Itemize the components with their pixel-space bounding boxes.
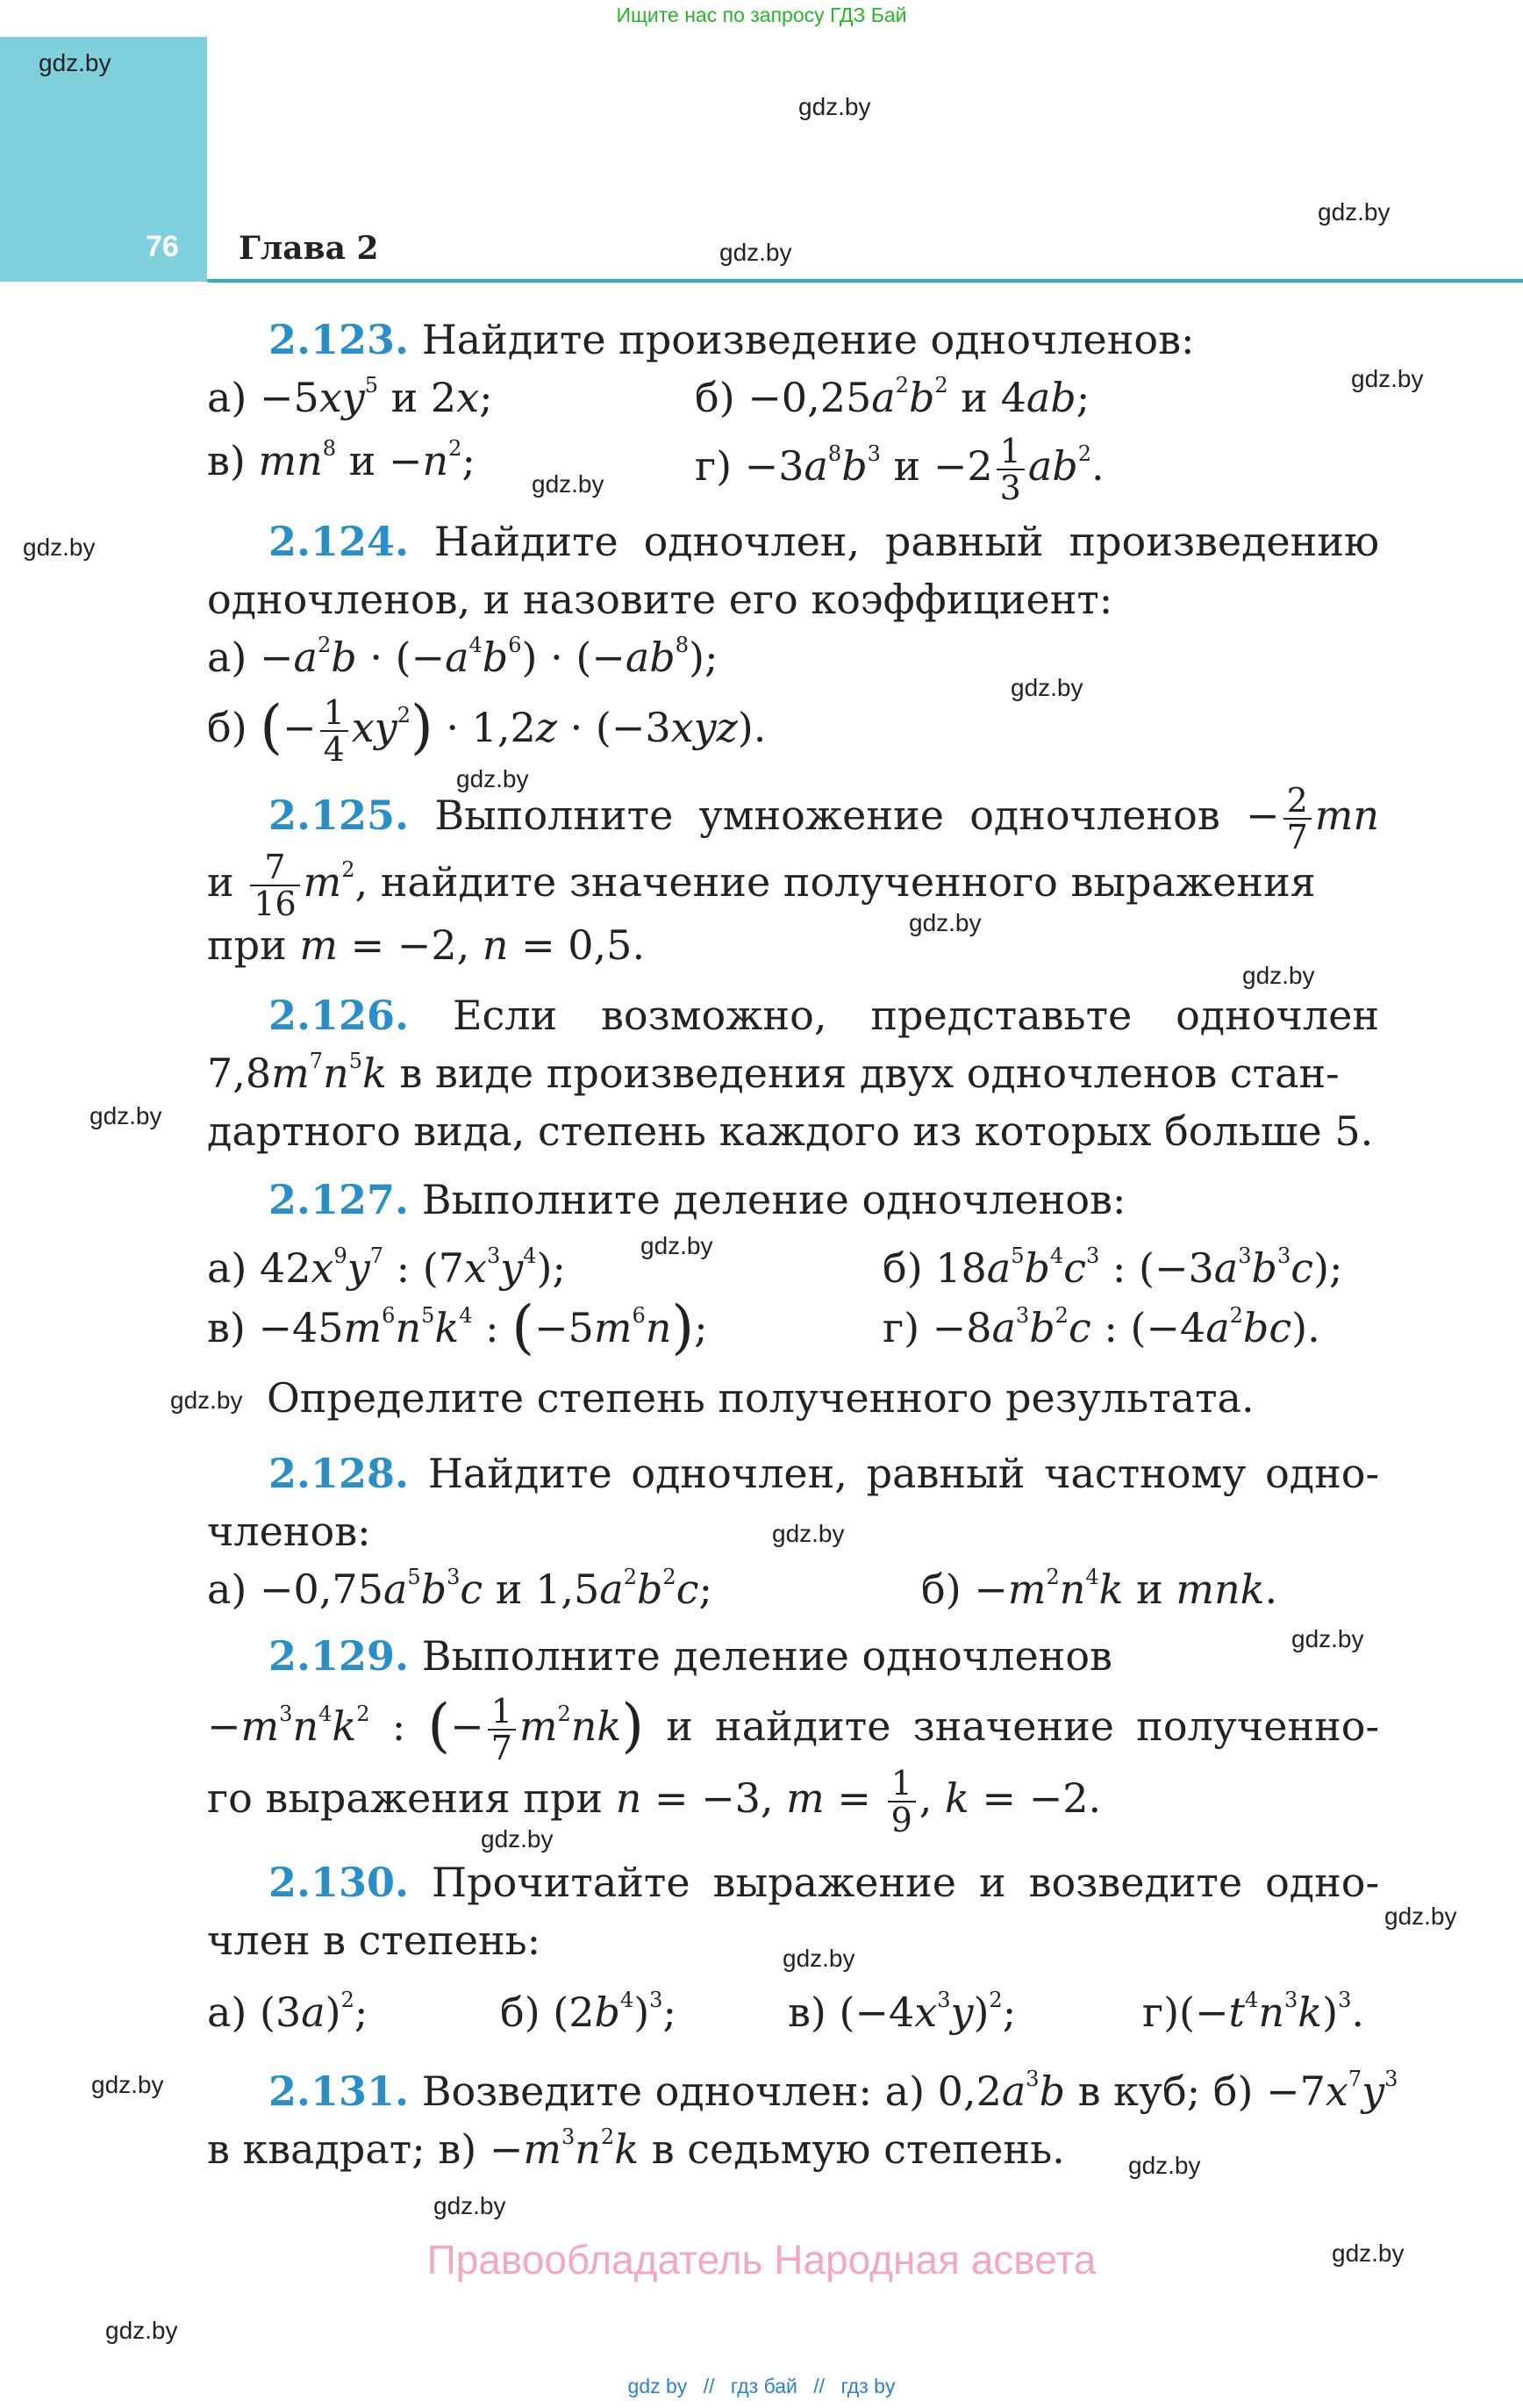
text: Возведите одночлен: а) xyxy=(421,2068,926,2115)
problem-2-124-item-b: б) (− $\frac{1}{4}$ $xy^2) \cdot 1,2z \cdot (-3xyz)$. xyxy=(207,693,767,769)
item-b: $б) -0,25a^2b^2$ и 4ab; xyxy=(695,373,1090,421)
problem-2-128-line2: членов: xyxy=(207,1508,371,1555)
item-g: $г) -8a^3b^2c$ : $(-4a^2bc)$. xyxy=(883,1303,1320,1351)
problem-2-131-line2: в квадрат; $в) -m^3n^2k$ в седьмую степень. xyxy=(207,2125,1065,2173)
copyright-footer: Правообладатель Народная асвета xyxy=(426,2237,1097,2283)
problem-2-124-item-a: $а) -a^2b \cdot (-a^4b^6) \cdot (-ab^8)$; xyxy=(207,633,719,681)
problem-2-127-note: Определите степень полученного результата. xyxy=(267,1374,1255,1422)
problem-2-130 xyxy=(207,1855,1379,1910)
watermark: gdz.by xyxy=(1332,2240,1405,2267)
problem-number: 2.123. xyxy=(268,316,410,363)
item-a: $а) -0,75a^5b^3c$ и $1,5a^2b^2c$; xyxy=(207,1565,712,1613)
text: и найдите значение полученно- xyxy=(666,1702,1379,1750)
watermark: gdz.by xyxy=(89,1102,162,1129)
problem-2-125-line2: и $\frac{7}{16}$ $m^2$, найдите значение полученного выражения xyxy=(207,848,1316,923)
watermark: gdz.by xyxy=(91,2071,164,2098)
problem-2-126 xyxy=(207,988,1379,1043)
problem-2-129-line2: $-m^3n^4k^2$ : (− $\frac{1}{7}$ $m^2nk$) и найдите значение полученно- xyxy=(207,1692,1379,1767)
item-v: в) $mn^8$ $и -n^2$; xyxy=(207,436,475,484)
watermark: gdz.by xyxy=(1291,1625,1364,1652)
item-a: а) $42x^9y^7$ : $(7x^3y^4)$; xyxy=(207,1243,566,1292)
problem-2-129-line3: го выражения при n = −3, m = $\frac{1}{9}$ , k = −2. xyxy=(207,1764,1102,1839)
watermark: gdz.by xyxy=(783,1945,855,1972)
problem-number: 2.128. xyxy=(268,1450,410,1497)
problem-2-123 xyxy=(207,312,1379,367)
text: в куб; б) xyxy=(1077,2068,1254,2115)
separator: // xyxy=(703,2375,715,2397)
separator: // xyxy=(813,2375,826,2397)
item-g: $г)(-t^4n^3k)^3$. xyxy=(1142,1988,1364,2036)
text: в седьмую степень. xyxy=(651,2125,1065,2173)
problem-2-126-line3: дартного вида, степень каждого из которых больше 5. xyxy=(207,1107,1374,1155)
watermark: gdz.by xyxy=(772,1520,845,1547)
problem-2-124 xyxy=(207,514,1379,569)
item-v: $в) -45m^6n^5k^4$ : $(-5m^6n)$; xyxy=(207,1294,708,1361)
text: и xyxy=(207,858,234,906)
problem-2-125 xyxy=(207,783,1379,855)
watermark: gdz.by xyxy=(1011,674,1083,701)
problem-text: Найдите одночлен, равный частному одно- xyxy=(427,1450,1379,1497)
watermark: gdz.by xyxy=(481,1825,554,1853)
problem-text: Выполните умножение одночленов xyxy=(434,792,1220,839)
problem-number: 2.130. xyxy=(268,1859,410,1906)
watermark: gdz.by xyxy=(1318,198,1391,226)
watermark: gdz.by xyxy=(105,2317,178,2344)
problem-2-131: 2.131. Возведите одночлен: а) $0,2a^3b$ в куб; $б) -7x^7y^3$ xyxy=(268,2067,1398,2115)
link-gdz-by[interactable]: gdz by xyxy=(627,2375,688,2397)
problem-2-124-line2: одночленов, и назовите его коэффициент: xyxy=(207,576,1113,623)
bottom-links xyxy=(0,2375,1523,2398)
top-banner[interactable]: Ищите нас по запросу ГДЗ Бай xyxy=(616,4,907,26)
problem-2-123-row1 xyxy=(207,370,1379,425)
text: при xyxy=(207,921,287,969)
problem-text: Прочитайте выражение и возведите одно- xyxy=(432,1859,1379,1906)
watermark: gdz.by xyxy=(719,239,792,266)
text: в квадрат; в) xyxy=(207,2125,477,2173)
problem-number: 2.125. xyxy=(268,792,410,839)
problem-number: 2.124. xyxy=(268,518,410,565)
watermark: gdz.by xyxy=(1242,962,1315,989)
watermark: gdz.by xyxy=(39,49,111,76)
problem-2-127-row1 xyxy=(207,1241,1379,1295)
item-a: $а) -5xy^5$ и 2x; xyxy=(207,373,493,421)
problem-text: Выполните деление одночленов xyxy=(421,1632,1112,1680)
item-v: в) $(-4x^3y)^2$; xyxy=(788,1988,1017,2036)
watermark: gdz.by xyxy=(1384,1903,1457,1930)
link-gdz-bai[interactable]: гдз бай xyxy=(730,2375,797,2397)
item-b: б) $18a^5b^4c^3$ : $(-3a^3b^3c)$; xyxy=(883,1243,1343,1292)
page-number: 76 xyxy=(146,230,179,263)
item-b: б) $(2b^4)^3$; xyxy=(500,1988,676,2036)
problem-2-130-row xyxy=(207,1985,1379,2039)
problem-text: Если возможно, представьте одночлен xyxy=(452,992,1379,1039)
text: , найдите значение полученного выражения xyxy=(354,858,1316,906)
problem-text: Найдите произведение одночленов: xyxy=(421,316,1195,363)
problem-2-128-row xyxy=(207,1562,1379,1616)
watermark: gdz.by xyxy=(640,1232,713,1259)
problem-number: 2.129. xyxy=(268,1632,410,1680)
problem-text: Найдите одночлен, равный произведению xyxy=(433,518,1379,565)
chapter-title: Глава 2 xyxy=(239,230,379,267)
problem-2-127-row2 xyxy=(207,1294,1379,1361)
problem-2-129 xyxy=(207,1629,1379,1683)
problem-text: Выполните деление одночленов: xyxy=(421,1176,1126,1223)
problem-number: 2.131. xyxy=(268,2068,410,2115)
problem-2-123-row2 xyxy=(207,432,1379,507)
watermark: gdz.by xyxy=(433,2192,506,2219)
expr: − $\frac{2}{7}$ mn xyxy=(1246,781,1380,856)
watermark: gdz.by xyxy=(1351,365,1424,392)
problem-2-125-line3: при m = −2, n = 0,5. xyxy=(207,921,646,969)
problem-number: 2.127. xyxy=(268,1176,410,1223)
problem-2-128 xyxy=(207,1446,1379,1501)
item-g: $г) -3a^8b^3$ и −2 $\frac{1}{3}$ $ab^2$. xyxy=(695,432,1105,507)
item-b: $б) -m^2n^4k$ и mnk. xyxy=(921,1565,1278,1613)
text: в виде произведения двух одночленов стан- xyxy=(399,1050,1340,1097)
header-rule xyxy=(207,279,1523,283)
item-a: а) $(3a)^2$; xyxy=(207,1988,368,2036)
link-gdz-by-2[interactable]: гдз by xyxy=(840,2375,896,2397)
watermark: gdz.by xyxy=(798,93,871,120)
problem-2-130-line2: член в степень: xyxy=(207,1917,541,1964)
text: го выражения при xyxy=(207,1774,604,1822)
problem-number: 2.126. xyxy=(268,992,410,1039)
watermark: gdz.by xyxy=(456,765,529,792)
problem-2-126-line2: $7,8m^7n^5k$ в виде произведения двух одночленов стан- xyxy=(207,1049,1340,1097)
watermark: gdz.by xyxy=(532,470,604,498)
watermark: gdz.by xyxy=(23,534,96,561)
watermark: gdz.by xyxy=(1128,2152,1201,2179)
problem-2-127 xyxy=(207,1172,1379,1227)
watermark: gdz.by xyxy=(170,1387,243,1414)
watermark: gdz.by xyxy=(909,909,982,936)
